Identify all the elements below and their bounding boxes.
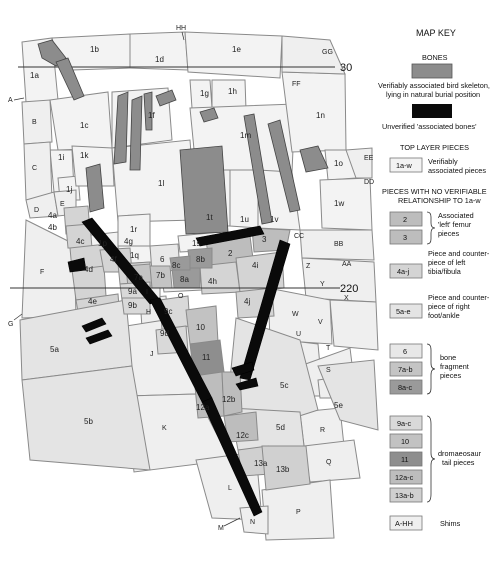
- label-8a: 8a: [180, 275, 189, 284]
- fragment-box-6: 6: [403, 347, 408, 356]
- shim-FF: [282, 36, 345, 74]
- label-shim-HH: HH: [176, 25, 187, 32]
- label-7a: 7a: [134, 273, 143, 282]
- tail-box-9: 9a-c: [397, 419, 412, 428]
- no-relationship-heading-1: PIECES WITH NO VERIFIABLE: [382, 187, 487, 196]
- shim-G-pointer: [14, 314, 22, 320]
- femur-text-1: Associated: [438, 211, 474, 220]
- label-1k: 1k: [80, 151, 89, 160]
- label-4f: 4f: [110, 255, 117, 264]
- top-layer-box-label: 1a-w: [396, 161, 412, 170]
- foot-text-2: piece of right: [428, 302, 470, 311]
- shim-C: [24, 142, 52, 200]
- label-12b: 12b: [222, 395, 236, 404]
- label-1r: 1r: [130, 225, 138, 234]
- label-1c: 1c: [80, 121, 89, 130]
- label-8b: 8b: [196, 255, 205, 264]
- label-1f: 1f: [148, 111, 155, 120]
- label-shim-CC: CC: [294, 233, 305, 240]
- label-1w: 1w: [334, 199, 345, 208]
- top-layer-heading: TOP LAYER PIECES: [400, 143, 469, 152]
- label-shim-Z: Z: [306, 263, 311, 270]
- tibia-text-2: piece of left: [428, 258, 466, 267]
- label-shim-S: S: [326, 367, 331, 374]
- label-12c: 12c: [236, 431, 249, 440]
- label-1b: 1b: [90, 45, 99, 54]
- label-4b: 4b: [48, 223, 57, 232]
- fragment-text-1: bone: [440, 353, 457, 362]
- label-shim-T: T: [326, 345, 331, 352]
- tail-box-11: 11: [401, 455, 409, 464]
- label-shim-P: P: [296, 509, 301, 516]
- label-shim-R: R: [320, 427, 326, 434]
- fragment-text-3: pieces: [440, 371, 462, 380]
- label-shim-U: U: [296, 331, 302, 338]
- fragment-box-7: 7a-b: [398, 365, 413, 374]
- shim-X: [330, 300, 378, 350]
- label-shim-Q: Q: [326, 459, 332, 466]
- top-layer-text-1: Verifiably: [428, 157, 458, 166]
- verified-bone-swatch: [412, 64, 452, 78]
- label-shim-J: J: [150, 351, 154, 358]
- label-1i: 1i: [58, 153, 65, 162]
- label-shim-H: H: [146, 309, 152, 316]
- foot-text-3: foot/ankle: [428, 311, 460, 320]
- label-5a: 5a: [50, 345, 59, 354]
- label-1d: 1d: [155, 55, 164, 64]
- bird-skeleton-text-1: Verifiably associated bird skeleton,: [378, 81, 490, 90]
- label-5c: 5c: [280, 381, 289, 390]
- label-4h: 4h: [208, 277, 217, 286]
- label-1m: 1m: [240, 131, 252, 140]
- label-1h: 1h: [228, 87, 237, 96]
- label-1j: 1j: [66, 185, 73, 194]
- map-key: [378, 28, 490, 530]
- label-9a: 9a: [128, 287, 137, 296]
- label-1a: 1a: [30, 71, 39, 80]
- label-4g: 4g: [124, 237, 133, 246]
- tail-box-10: 10: [401, 437, 410, 446]
- label-shim-V: V: [318, 319, 323, 326]
- label-8c: 8c: [172, 261, 181, 270]
- label-shim-M: M: [218, 525, 224, 532]
- label-11: 11: [202, 353, 211, 362]
- bird-skeleton-text-2: lying in natural burial position: [386, 90, 481, 99]
- foot-text-1: Piece and counter-: [428, 293, 490, 302]
- label-9b: 9b: [128, 301, 137, 310]
- label-5e: 5e: [334, 401, 343, 410]
- femur-brace: [427, 212, 435, 244]
- line-220-label: 220: [340, 283, 359, 295]
- unverified-bone-swatch: [412, 104, 452, 118]
- top-layer-text-2: associated pieces: [428, 166, 487, 175]
- shim-box-label: A-HH: [395, 519, 413, 528]
- bones-heading: BONES: [422, 53, 448, 62]
- tail-brace: [427, 416, 435, 502]
- femur-text-2: 'left' femur: [438, 220, 472, 229]
- label-shim-FF: FF: [292, 81, 301, 88]
- line-30-label: 30: [340, 62, 353, 74]
- label-1g: 1g: [200, 89, 209, 98]
- shim-A-pointer: [14, 98, 24, 100]
- no-relationship-heading-2: RELATIONSHIP TO 1a-w: [398, 196, 481, 205]
- label-shim-B: B: [32, 119, 37, 126]
- label-4j: 4j: [244, 297, 251, 306]
- label-1e: 1e: [232, 45, 241, 54]
- label-4i: 4i: [252, 261, 259, 270]
- shim-Q: [304, 440, 360, 482]
- label-shim-N: N: [250, 519, 256, 526]
- label-5d: 5d: [276, 423, 285, 432]
- left-ulna-bone: [130, 96, 142, 170]
- tibia-text-1: Piece and counter-: [428, 249, 490, 258]
- tibia-text-3: tibia/fibula: [428, 267, 461, 276]
- fragment-brace: [427, 344, 435, 394]
- label-shim-GG: GG: [322, 49, 333, 56]
- shim-B: [22, 100, 52, 144]
- label-1o: 1o: [334, 159, 343, 168]
- label-shim-X: X: [344, 295, 349, 302]
- label-7b: 7b: [156, 271, 165, 280]
- label-shim-Y: Y: [320, 281, 325, 288]
- fragment-text-2: fragment: [440, 362, 469, 371]
- map-key-title: MAP KEY: [416, 28, 456, 38]
- tail-text-1: dromaeosaur: [438, 449, 481, 458]
- femur-box-3: 3: [403, 233, 408, 242]
- label-1s: 1s: [192, 239, 201, 248]
- label-10: 10: [196, 323, 205, 332]
- label-4c: 4c: [76, 237, 85, 246]
- label-12a: 12a: [196, 403, 210, 412]
- label-shim-W: W: [292, 311, 299, 318]
- femur-box-2: 2: [403, 215, 408, 224]
- label-2: 2: [228, 249, 233, 258]
- label-shim-EE: EE: [364, 155, 374, 162]
- piece-1d: [130, 32, 188, 70]
- label-1p: 1p: [98, 239, 107, 248]
- label-9d: 9d: [160, 329, 169, 338]
- label-shim-L: L: [228, 485, 232, 492]
- label-5b: 5b: [84, 417, 93, 426]
- tail-text-2: tail pieces: [442, 458, 475, 467]
- femur-text-3: pieces: [438, 229, 460, 238]
- label-1t: 1t: [206, 213, 213, 222]
- tibia-box-label: 4a-j: [397, 267, 410, 276]
- shim-text: Shims: [440, 519, 461, 528]
- label-13a: 13a: [254, 459, 268, 468]
- label-13b: 13b: [276, 465, 290, 474]
- label-shim-C: C: [32, 165, 38, 172]
- label-4d: 4d: [84, 265, 93, 274]
- foot-box-label: 5a-e: [396, 307, 411, 316]
- label-1u: 1u: [240, 215, 249, 224]
- tail-box-12: 12a-c: [395, 473, 414, 482]
- label-4e: 4e: [88, 297, 97, 306]
- label-shim-K: K: [162, 425, 167, 432]
- label-3: 3: [262, 235, 267, 244]
- label-1l: 1l: [158, 179, 165, 188]
- shim-Y: [302, 258, 376, 302]
- label-shim-BB: BB: [334, 241, 344, 248]
- label-shim-G: G: [8, 321, 14, 328]
- label-shim-O: O: [178, 293, 184, 300]
- unverified-text: Unverified 'associated bones': [382, 122, 477, 131]
- label-shim-F: F: [40, 269, 45, 276]
- sternum-bone: [180, 146, 228, 234]
- label-shim-D: D: [34, 207, 40, 214]
- label-shim-A: A: [8, 97, 13, 104]
- piece-1e: [185, 32, 282, 78]
- fragment-box-8: 8a-c: [398, 383, 413, 392]
- label-1n: 1n: [316, 111, 325, 120]
- label-shim-AA: AA: [342, 261, 352, 268]
- label-shim-DD: DD: [364, 179, 375, 186]
- label-9c: 9c: [164, 307, 173, 316]
- tail-box-13: 13a-b: [395, 491, 414, 500]
- label-shim-E: E: [60, 201, 65, 208]
- label-1v: 1v: [270, 215, 279, 224]
- label-6: 6: [160, 255, 165, 264]
- label-shim-I: I: [146, 289, 148, 296]
- label-1q: 1q: [130, 251, 139, 260]
- label-4a: 4a: [48, 211, 57, 220]
- piece-12b: [222, 372, 242, 416]
